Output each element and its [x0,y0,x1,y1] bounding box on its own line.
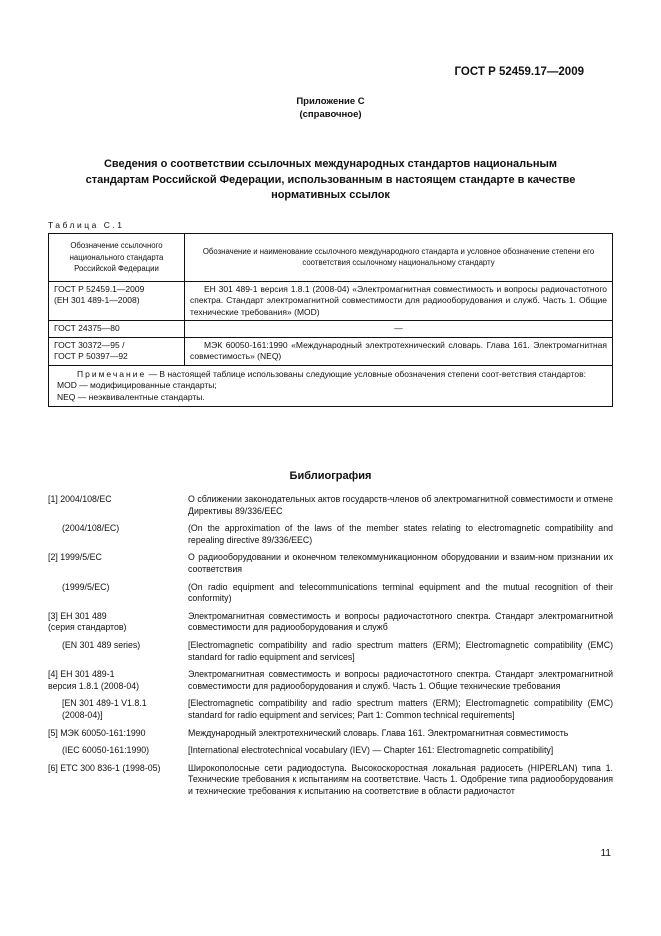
bibliography-entry [48,552,613,575]
bibliography-entry [48,763,613,798]
bibliography-ref: (2004/108/EC) [62,523,120,534]
bibliography-entry [48,582,613,605]
bibliography-text: Электромагнитная совместимость и вопросы радиочастотного спектра. Стандарт электромагнитной совместимости для радиооборудования и служб [188,610,613,633]
table-note [49,365,613,407]
table-row [49,321,613,338]
international-standard-cell: МЭК 60050-161:1990 «Международный электротехнический словарь. Глава 161. Электромагнитная совместимость» (NEQ) [185,337,613,365]
national-standard-line: (ЕН 301 489-1—2008) [54,295,140,305]
annex-subtitle: (справочное) [299,109,362,120]
table-note-row [49,365,613,407]
national-standard-line: ГОСТ Р 50397—92 [54,351,128,361]
page-number: 11 [600,848,611,859]
bibliography-entry [48,669,613,692]
note-neq: NEQ — неэквивалентные стандарты. [57,391,205,402]
bibliography-entry [48,494,613,517]
bibliography-text: Широкополосные сети радиодоступа. Высокоскоростная локальная радиосеть (HIPERLAN) типа 1. Технические требования к испытаниям на соответствие. Часть 1. Одобрение типа радиооборудования и технические требования к испытанию на соответствие в области радиочастот [188,762,613,796]
section-title [60,157,601,204]
section-title-line: Сведения о соответствии ссылочных международных стандартов национальным [103,158,558,170]
bibliography-entry [48,523,613,546]
national-standard-cell [49,337,185,365]
document-code: ГОСТ Р 52459.17—2009 [454,66,584,78]
table-label: Таблица С.1 [48,220,125,230]
international-standard-cell: ЕН 301 489-1 версия 1.8.1 (2008-04) «Электромагнитная совместимость и вопросы радиочастотного спектра. Стандарт электромагнитной совместимости для радиооборудования и служб. Часть 1. Общие технические требования» (MOD) [185,281,613,321]
bibliography-title: Библиография [289,470,372,482]
bibliography-text: О сближении законодательных актов государств-членов об электромагнитной совместимости и отмене Директивы 89/336/ЕЕС [188,494,613,516]
note-label: Примечание [77,368,147,379]
national-standard-line: ГОСТ Р 52459.1—2009 [54,283,145,294]
bibliography-list [48,494,613,803]
national-standard-cell [49,281,185,321]
bibliography-text: [International electrotechnical vocabulary (IEV) — Chapter 161: Electromagnetic compatibility] [188,745,554,756]
bibliography-entry [48,745,613,757]
national-standard-cell [49,321,185,338]
note-mod: MOD — модифицированные стандарты; [57,380,217,390]
national-standard-line: ГОСТ 24375—80 [54,323,120,333]
bibliography-ref: [2] 1999/5/EC [48,552,102,563]
bibliography-ref: (EN 301 489 series) [62,639,141,650]
bibliography-text: Международный электротехнический словарь. Глава 161. Электромагнитная совместимость [188,727,569,738]
bibliography-text: Электромагнитная совместимость и вопросы радиочастотного спектра. Стандарт электромагнитной совместимости для радиооборудования и служб. Часть 1. Общие технические требования [188,669,613,691]
annex-heading [0,95,661,121]
header-international-standard: Обозначение и наименование ссылочного международного стандарта и условное обозначение степени его соответствия ссылочному национальному стандарту [185,234,613,282]
note-text: — В настоящей таблице использованы следующие условные обозначения степени соот-ветствия стандартов: [146,368,587,379]
bibliography-ref: [6] ЕТС 300 836-1 (1998-05) [48,762,161,773]
bibliography-text: [Electromagnetic compatibility and radio spectrum matters (ERM); Electromagnetic compatibility (EMC) standard for radio equipment and services] [188,639,613,662]
bibliography-ref: (IEC 60050-161:1990) [62,745,150,756]
correspondence-table [48,233,613,407]
bibliography-text: (On radio equipment and telecommunications terminal equipment and the mutual recognition of their conformity) [188,581,613,604]
bibliography-text: О радиооборудовании и оконечном телекоммуникационном оборудовании и взаим-ном признании их соответствия [188,552,613,574]
bibliography-ref: [EN 301 489-1 V1.8.1 (2008-04)] [62,698,147,720]
bibliography-ref: [3] ЕН 301 489 (серия стандартов) [48,610,127,633]
section-title-line: стандартам Российской Федерации, использованным в настоящем стандарте в качестве [85,173,576,186]
table-row [49,281,613,321]
table-header-row [49,234,613,282]
bibliography-entry [48,640,613,663]
bibliography-ref: [1] 2004/108/EC [48,494,112,504]
bibliography-text: [Electromagnetic compatibility and radio spectrum matters (ERM); Electromagnetic compatibility (EMC) standard for radio equipment and services; Part 1: Common technical requirements] [188,698,613,720]
national-standard-line: ГОСТ 30372—95 / [54,339,125,350]
header-national-standard: Обозначение ссылочного национального стандарта Российской Федерации [49,234,185,282]
note-intro [57,369,604,381]
section-title-line: нормативных ссылок [271,189,390,201]
bibliography-ref: [4] ЕН 301 489-1 версия 1.8.1 (2008-04) [48,669,140,691]
bibliography-entry [48,698,613,721]
bibliography-entry [48,728,613,740]
bibliography-ref: (1999/5/EC) [62,581,110,592]
annex-title: Приложение С [296,96,365,107]
international-standard-cell: — [185,321,613,338]
bibliography-ref: [5] МЭК 60050-161:1990 [48,727,146,738]
table-row [49,337,613,365]
bibliography-entry [48,611,613,634]
bibliography-text: (On the approximation of the laws of the member states relating to electromagnetic compatibility and repealing directive 89/336/EEC) [188,523,613,545]
